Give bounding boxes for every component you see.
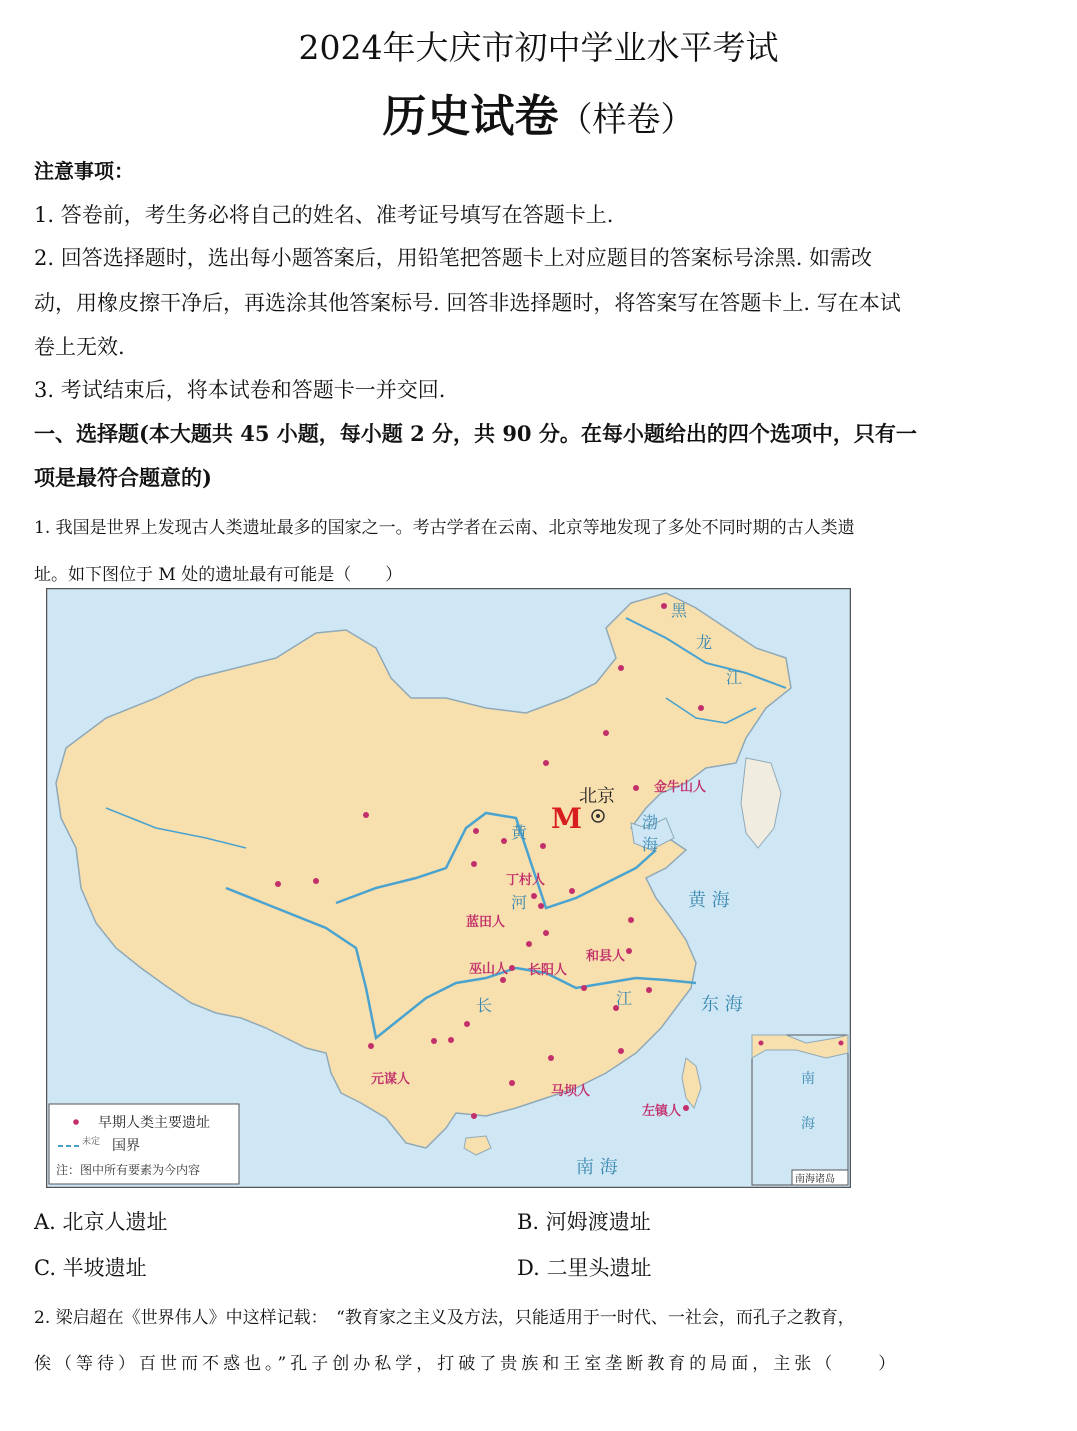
- question-2-line-1: 2. 梁启超在《世界伟人》中这样记载： “教育家之主义及方法，只能适用于一时代、一社会，而孔子之教育，: [34, 1308, 855, 1328]
- site-label-dingcun: 丁村人: [506, 873, 546, 888]
- site-label-lantian: 蓝田人: [466, 915, 506, 930]
- notice-item-3: 3. 考试结束后，将本试卷和答题卡一并交回.: [34, 378, 446, 402]
- site-dot: [473, 828, 479, 834]
- q1-option-c: C. 半坡遗址: [34, 1256, 147, 1280]
- notice-item-2-line-3: 卷上无效.: [34, 335, 125, 359]
- question-1-line-1: 1. 我国是世界上发现古人类遗址最多的国家之一。考古学者在云南、北京等地发现了多处不同时期的古人类遗: [34, 518, 855, 538]
- site-label-changyang: 长阳人: [528, 963, 568, 978]
- inset-site-dot: [759, 1041, 764, 1046]
- site-dot: [464, 1021, 470, 1027]
- china-map: [46, 588, 851, 1188]
- site-label-jinniushan: 金牛山人: [654, 780, 707, 795]
- site-label-yuanmou: 元谋人: [371, 1072, 411, 1087]
- notice-heading: 注意事项：: [34, 159, 134, 183]
- site-dot: [540, 843, 546, 849]
- river-label-jiang: 江: [616, 989, 633, 1008]
- notice-item-1: 1. 答卷前，考生务必将自己的姓名、准考证号填写在答题卡上.: [34, 203, 614, 227]
- river-label-long: 龙: [696, 633, 713, 652]
- legend-border-label: 国界: [112, 1138, 140, 1154]
- site-dot: [313, 878, 319, 884]
- exam-subtitle: [0, 80, 1077, 144]
- site-dot: [275, 881, 281, 887]
- beijing-label: 北京: [579, 786, 615, 807]
- site-dot: [548, 1055, 554, 1061]
- beijing-marker-core: [596, 814, 600, 818]
- notice-item-2-line-1: 2. 回答选择题时，选出每小题答案后，用铅笔把答题卡上对应题目的答案标号涂黑. 如需改: [34, 246, 873, 270]
- legend-sites-label: 早期人类主要遗址: [98, 1115, 210, 1131]
- legend-undetermined-label: 未定: [82, 1137, 101, 1147]
- site-dot: [683, 1105, 689, 1111]
- site-dot: [431, 1038, 437, 1044]
- site-dot: [628, 917, 634, 923]
- sea-label-nanhai: 南 海: [576, 1157, 618, 1178]
- subtitle-main: 历史试卷: [382, 91, 559, 142]
- exam-title: 2024年大庆市初中学业水平考试: [298, 28, 779, 67]
- site-label-hexian: 和县人: [586, 949, 626, 964]
- section-heading-line-1: 一、选择题(本大题共 45 小题，每小题 2 分，共 90 分。在每小题给出的四个选项中，只有一: [34, 421, 917, 446]
- site-dot: [543, 760, 549, 766]
- river-label-huang: 黄: [511, 823, 528, 842]
- legend-site-dot: [73, 1119, 79, 1125]
- site-dot: [618, 1048, 624, 1054]
- inset-frame: [752, 1035, 848, 1185]
- subtitle-paren: （样卷）: [558, 100, 695, 140]
- site-dot: [538, 903, 544, 909]
- site-dot: [500, 977, 506, 983]
- site-dot: [501, 838, 507, 844]
- river-label-hei: 黑: [671, 601, 688, 620]
- river-label-chang: 长: [476, 996, 493, 1015]
- section-heading-line-2: 项是最符合题意的): [34, 465, 212, 490]
- site-dot: [646, 987, 652, 993]
- site-dot: [471, 861, 477, 867]
- site-dot: [363, 812, 369, 818]
- river-label-he: 河: [511, 893, 528, 912]
- question-2-line-2: 俟（等待）百世而不惑也。”孔子创办私学，打破了贵族和王室垄断教育的局面，主张（ ）: [34, 1354, 900, 1374]
- site-label-zuozhen: 左镇人: [642, 1104, 682, 1119]
- site-dot: [531, 893, 537, 899]
- china-map-figure: [46, 588, 851, 1188]
- inset-site-dot: [839, 1041, 844, 1046]
- sea-label-donghai: 东 海: [701, 994, 743, 1015]
- site-dot: [509, 965, 515, 971]
- q1-option-a: A. 北京人遗址: [34, 1210, 168, 1234]
- question-1-line-2: 址。如下图位于 M 处的遗址最有可能是（ ）: [34, 565, 403, 585]
- sea-label-bo: 渤: [642, 813, 659, 832]
- site-label-wushan: 巫山人: [469, 962, 509, 977]
- inset-hai-label: 海: [801, 1116, 815, 1132]
- site-dot: [448, 1037, 454, 1043]
- q1-option-d: D. 二里头遗址: [517, 1256, 652, 1280]
- river-label-jiang-hei: 江: [726, 668, 743, 687]
- q1-option-b: B. 河姆渡遗址: [517, 1210, 651, 1234]
- inset-nan-label: 南: [801, 1071, 815, 1087]
- site-label-maba: 马坝人: [551, 1084, 591, 1099]
- site-dot: [526, 941, 532, 947]
- site-dot: [368, 1043, 374, 1049]
- inset-caption: 南海诸岛: [795, 1174, 835, 1185]
- m-mark-label: M: [551, 802, 582, 835]
- site-dot: [618, 665, 624, 671]
- site-dot: [581, 985, 587, 991]
- site-dot: [633, 785, 639, 791]
- notice-item-2-line-2: 动，用橡皮擦干净后，再选涂其他答案标号. 回答非选择题时，将答案写在答题卡上. 写在本试: [34, 291, 901, 315]
- site-dot: [569, 888, 575, 894]
- site-dot: [661, 603, 667, 609]
- site-dot: [698, 705, 704, 711]
- site-dot: [543, 930, 549, 936]
- legend-note: 注：图中所有要素为今内容: [56, 1163, 201, 1177]
- site-dot: [626, 948, 632, 954]
- sea-label-bohai-hai: 海: [642, 835, 659, 854]
- sea-label-huanghai: 黄 海: [688, 890, 730, 911]
- site-dot: [471, 1113, 477, 1119]
- site-dot: [603, 730, 609, 736]
- site-dot: [509, 1080, 515, 1086]
